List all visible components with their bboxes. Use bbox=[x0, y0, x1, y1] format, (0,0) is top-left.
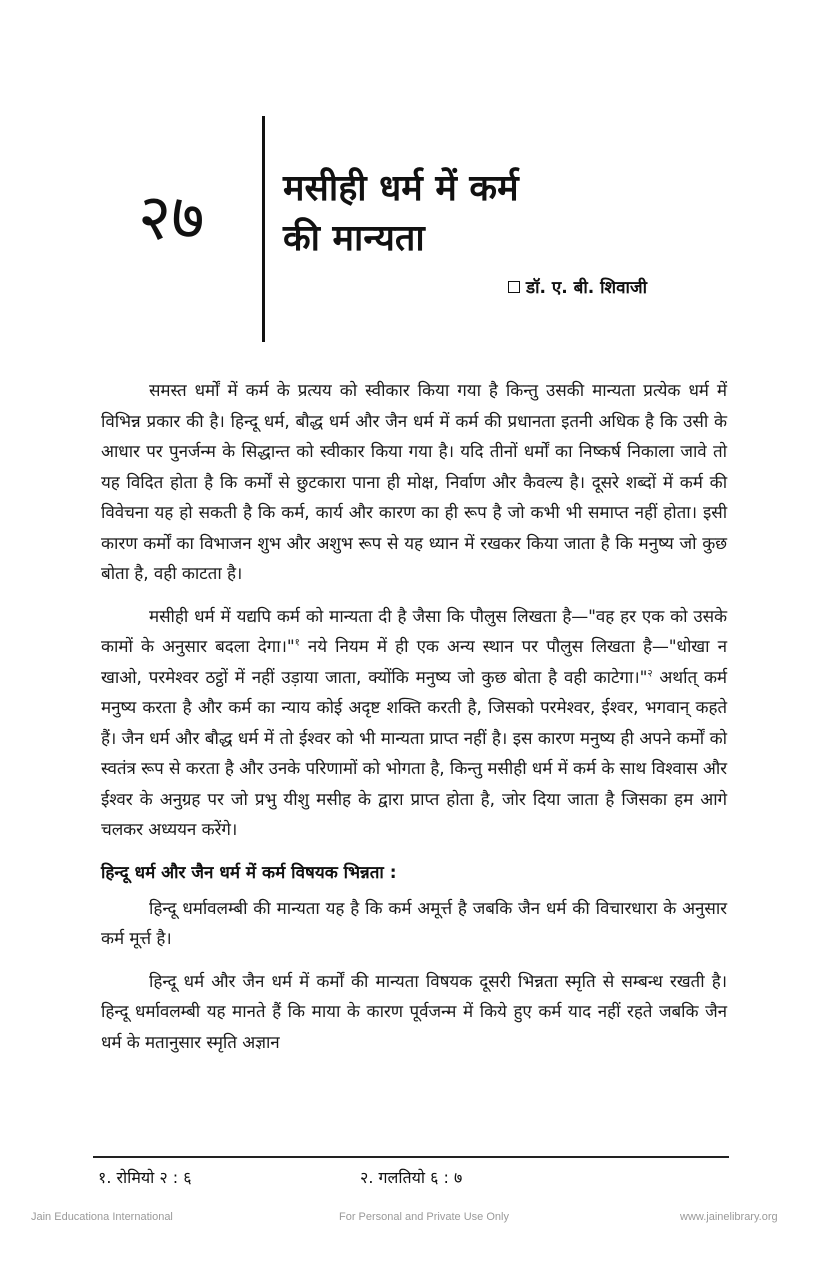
watermark-website-link[interactable]: www.jainelibrary.org bbox=[680, 1211, 778, 1223]
paragraph-2-part-3: अर्थात् कर्म मनुष्य करता है और कर्म का न्याय कोई अदृष्ट शक्ति करती है, जिसको परमेश्वर, ईश्वर, भगवान् कहते हैं। जैन धर्म और बौद्ध धर्म में तो ईश्वर को भी मान्यता प्राप्त नहीं है। इस कारण मनुष्य ही अपने कर्मों को स्वतंत्र रूप से करता है और उनके परिणामों को भोगता है, किन्तु मसीही धर्म में कर्म के साथ विश्वास और ईश्वर के अनुग्रह पर जो प्रभु यीशु मसीह के द्वारा प्राप्त होता है, जोर दिया जाता है जिसका हम आगे चलकर अध्ययन करेंगे। bbox=[101, 667, 728, 840]
paragraph-2 bbox=[101, 602, 727, 846]
footnote-ref-1[interactable]: १ bbox=[294, 637, 300, 649]
author-name: डॉ. ए. बी. शिवाजी bbox=[526, 278, 647, 298]
box-icon bbox=[508, 281, 520, 293]
paragraph-4: हिन्दू धर्म और जैन धर्म में कर्मों की मान्यता विषयक दूसरी भिन्नता स्मृति से सम्बन्ध रखती है। हिन्दू धर्मावलम्बी यह मानते हैं कि माया के कारण पूर्वजन्म में किये हुए कर्म याद नहीं रहते जबकि जैन धर्म के मतानुसार स्मृति अज्ञान bbox=[101, 971, 727, 1053]
title-line-1: मसीही धर्म में कर्म bbox=[283, 168, 519, 209]
watermark-usage-notice: For Personal and Private Use Only bbox=[339, 1211, 509, 1223]
article-body bbox=[101, 376, 727, 1070]
watermark-publisher: Jain Educationa International bbox=[31, 1211, 173, 1223]
paragraph-3: हिन्दू धर्मावलम्बी की मान्यता यह है कि कर्म अमूर्त्त है जबकि जैन धर्म की विचारधारा के अनुसार कर्म मूर्त्त है। bbox=[101, 898, 727, 949]
paragraph-1: समस्त धर्मों में कर्म के प्रत्यय को स्वीकार किया गया है किन्तु उसकी मान्यता प्रत्येक धर्म में विभिन्न प्रकार की है। हिन्दू धर्म, बौद्ध धर्म और जैन धर्म में कर्म की प्रधानता इतनी अधिक है कि उसी के आधार पर पुनर्जन्म के सिद्धान्त को स्वीकार किया गया है। यदि तीनों धर्मों का निष्कर्ष निकाला जावे तो यह विदित होता है कि कर्मों से छुटकारा पाना ही मोक्ष, निर्वाण और कैवल्य है। दूसरे शब्दों में कर्म की विवेचना यह हो सकती है कि कर्म, कार्य और कारण का ही रूप है जो कभी भी समाप्त नहीं होता। इसी कारण कर्मों का विभाजन शुभ और अशुभ रूप से यह ध्यान में रखकर किया जाता है कि मनुष्य जो कुछ बोता है, वही काटता है। bbox=[101, 381, 727, 584]
paragraph-2-part-2: नये नियम में ही एक अन्य स्थान पर पौलुस लिखता है—"धोखा न खाओ, परमेश्वर ठट्ठों में नहीं उड़ाया जाता, क्योंकि मनुष्य जो कुछ बोता है वही काटेगा।" bbox=[101, 637, 727, 688]
chapter-title bbox=[283, 164, 703, 264]
chapter-number: २७ bbox=[138, 181, 205, 255]
footnote-2: २. गलतियो ६ : ७ bbox=[360, 1168, 463, 1187]
footnote-1: १. रोमियो २ : ६ bbox=[98, 1168, 192, 1187]
author-byline bbox=[508, 275, 647, 298]
paragraph-2-part-1: मसीही धर्म में यद्यपि कर्म को मान्यता दी है जैसा कि पौलुस लिखता है—"वह हर एक को उसके कामों के अनुसार बदला देगा।" bbox=[101, 606, 727, 657]
title-line-2: की मान्यता bbox=[283, 218, 425, 259]
section-heading: हिन्दू धर्म और जैन धर्म में कर्म विषयक भिन्नता : bbox=[101, 862, 397, 883]
footnote-ref-2[interactable]: २ bbox=[647, 667, 653, 679]
footnote-divider bbox=[93, 1156, 729, 1158]
header-vertical-rule bbox=[262, 116, 265, 342]
